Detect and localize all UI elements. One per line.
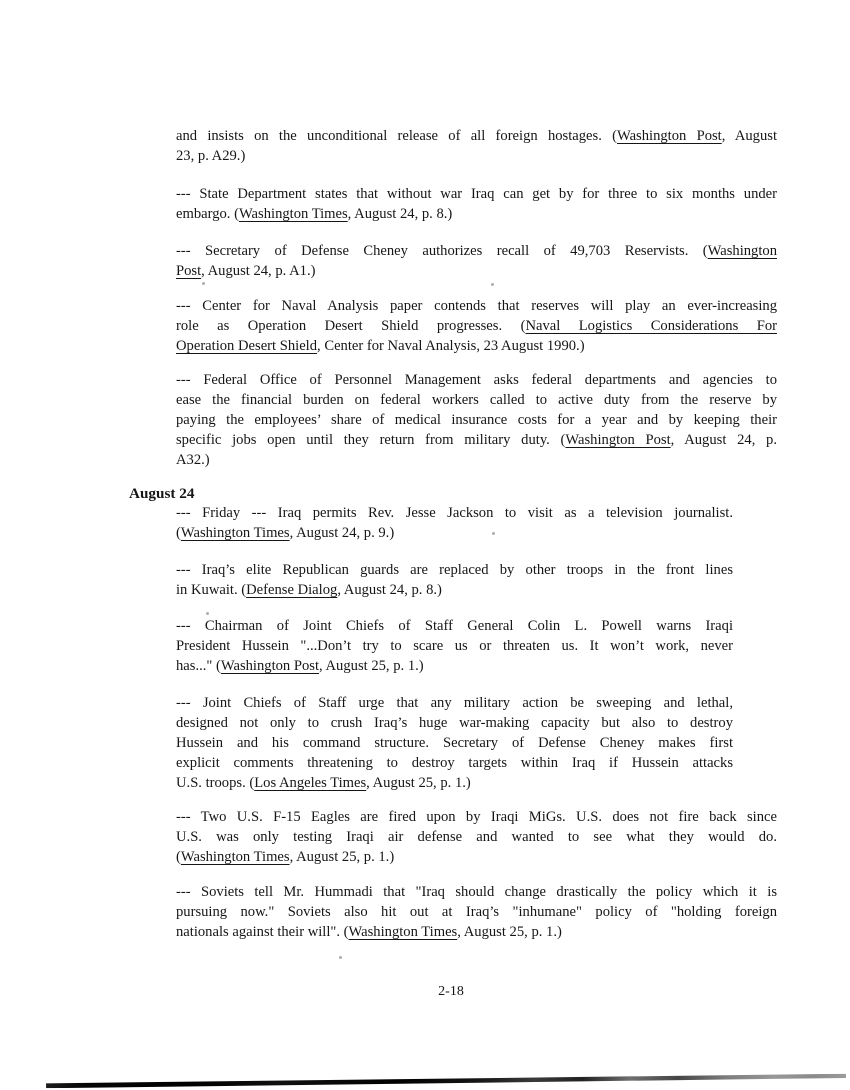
text-line bbox=[176, 316, 777, 336]
citation-underlined: Defense Dialog bbox=[246, 582, 338, 598]
text-line bbox=[176, 204, 777, 224]
text-line bbox=[176, 410, 777, 430]
text-segment: has..." ( bbox=[176, 658, 221, 674]
text-segment: Hussein and his command structure. Secretary of Defense Cheney makes first bbox=[176, 735, 733, 751]
citation-underlined: Washington Times bbox=[238, 206, 348, 222]
text-segment: --- Joint Chiefs of Staff urge that any military action be sweeping and lethal, bbox=[176, 695, 733, 711]
document-paragraph bbox=[176, 616, 733, 676]
text-line bbox=[176, 693, 733, 713]
text-segment: , August bbox=[721, 128, 777, 144]
text-line bbox=[176, 733, 733, 753]
text-segment: 23, p. A29.) bbox=[176, 148, 246, 164]
text-line bbox=[176, 336, 777, 356]
text-line bbox=[176, 430, 777, 450]
scan-speck bbox=[491, 283, 494, 286]
text-segment: --- Soviets tell Mr. Hummadi that "Iraq should change drastically the policy which it is bbox=[176, 884, 777, 900]
text-segment: U.S. was only testing Iraqi air defense and wanted to see what they would do. bbox=[176, 829, 777, 845]
text-line bbox=[176, 713, 733, 733]
citation-underlined: Washington Post bbox=[616, 128, 722, 144]
text-segment: role as Operation Desert Shield progresses. ( bbox=[176, 318, 526, 334]
text-line bbox=[176, 503, 733, 523]
text-line bbox=[176, 184, 777, 204]
scan-speck bbox=[202, 282, 205, 285]
text-line bbox=[176, 296, 777, 316]
text-segment: ( bbox=[176, 525, 181, 541]
text-segment: U.S. troops. ( bbox=[176, 775, 255, 791]
text-segment: --- Chairman of Joint Chiefs of Staff General Colin L. Powell warns Iraqi bbox=[176, 618, 733, 634]
citation-underlined: Washington Post bbox=[220, 658, 320, 674]
text-segment: --- Center for Naval Analysis paper contends that reserves will play an ever-increasing bbox=[176, 298, 777, 314]
text-line bbox=[176, 370, 777, 390]
text-segment: --- Secretary of Defense Cheney authorizes recall of 49,703 Reservists. ( bbox=[176, 243, 708, 259]
text-segment: pursuing now." Soviets also hit out at Iraq’s "inhumane" policy of "holding foreign bbox=[176, 904, 777, 920]
text-line bbox=[176, 261, 777, 281]
text-line bbox=[176, 523, 733, 543]
section-heading-august-24: August 24 bbox=[129, 485, 195, 502]
text-segment: and insists on the unconditional release of all foreign hostages. ( bbox=[176, 128, 617, 144]
text-segment: nationals against their will". ( bbox=[176, 924, 349, 940]
text-segment: in Kuwait. ( bbox=[176, 582, 247, 598]
document-paragraph bbox=[176, 560, 733, 600]
text-line bbox=[176, 753, 733, 773]
document-paragraph bbox=[176, 296, 777, 356]
text-line bbox=[176, 616, 733, 636]
text-line bbox=[176, 807, 777, 827]
page-number: 2-18 bbox=[438, 984, 464, 999]
text-segment: paying the employees’ share of medical insurance costs for a year and by keeping their bbox=[176, 412, 777, 428]
text-line bbox=[176, 882, 777, 902]
text-segment: , August 24, p. 8.) bbox=[337, 582, 442, 598]
citation-underlined: Washington bbox=[707, 243, 777, 259]
text-segment: , August 24, p. A1.) bbox=[201, 263, 316, 279]
document-paragraph bbox=[176, 126, 777, 166]
text-segment: , August 24, p. 8.) bbox=[347, 206, 453, 222]
scan-speck bbox=[492, 532, 495, 535]
text-line bbox=[176, 390, 777, 410]
text-segment: explicit comments threatening to destroy targets within Iraq if Hussein attacks bbox=[176, 755, 733, 771]
text-segment: President Hussein "...Don’t try to scare us or threaten us. It won’t work, never bbox=[176, 638, 733, 654]
text-segment: , August 25, p. 1.) bbox=[289, 849, 395, 865]
text-line bbox=[176, 636, 733, 656]
citation-underlined: Washington Times bbox=[180, 849, 290, 865]
text-line bbox=[176, 656, 733, 676]
text-segment: --- Friday --- Iraq permits Rev. Jesse Jackson to visit as a television journalist. bbox=[176, 505, 733, 521]
citation-underlined: Washington Post bbox=[565, 432, 671, 448]
text-line bbox=[176, 773, 733, 793]
citation-underlined: Los Angeles Times bbox=[254, 775, 367, 791]
scan-speck bbox=[206, 612, 209, 615]
text-segment: , August 25, p. 1.) bbox=[319, 658, 424, 674]
document-paragraph bbox=[176, 241, 777, 281]
text-line bbox=[176, 146, 777, 166]
document-paragraph bbox=[176, 184, 777, 224]
text-segment: , August 25, p. 1.) bbox=[366, 775, 471, 791]
scan-speck bbox=[339, 956, 342, 959]
text-line bbox=[176, 847, 777, 867]
text-line bbox=[176, 241, 777, 261]
text-line bbox=[176, 827, 777, 847]
document-paragraph bbox=[176, 370, 777, 470]
citation-underlined: Washington Times bbox=[180, 525, 290, 541]
text-segment: designed not only to crush Iraq’s huge war-making capacity but also to destroy bbox=[176, 715, 733, 731]
document-paragraph bbox=[176, 882, 777, 942]
text-segment: embargo. ( bbox=[176, 206, 239, 222]
citation-underlined: Washington Times bbox=[348, 924, 458, 940]
text-segment: --- Two U.S. F-15 Eagles are fired upon by Iraqi MiGs. U.S. does not fire back since bbox=[176, 809, 777, 825]
text-segment: , August 24, p. bbox=[670, 432, 778, 448]
text-segment: --- Iraq’s elite Republican guards are replaced by other troops in the front lines bbox=[176, 562, 733, 578]
text-line bbox=[176, 450, 777, 470]
text-line bbox=[176, 580, 733, 600]
scan-artifact-bar bbox=[46, 1073, 846, 1089]
text-segment: , Center for Naval Analysis, 23 August 1990.) bbox=[317, 338, 585, 354]
text-segment: , August 24, p. 9.) bbox=[289, 525, 395, 541]
text-segment: --- State Department states that without war Iraq can get by for three to six months under bbox=[176, 186, 777, 202]
citation-underlined: Post bbox=[176, 263, 202, 279]
text-segment: A32.) bbox=[176, 452, 210, 468]
text-line bbox=[176, 560, 733, 580]
citation-underlined: Naval Logistics Considerations For bbox=[525, 318, 777, 334]
document-paragraph bbox=[176, 693, 733, 793]
citation-underlined: Operation Desert Shield bbox=[176, 338, 318, 354]
document-paragraph bbox=[176, 807, 777, 867]
text-segment: specific jobs open until they return from military duty. ( bbox=[176, 432, 566, 448]
text-line bbox=[176, 126, 777, 146]
text-segment: , August 25, p. 1.) bbox=[457, 924, 562, 940]
text-segment: ease the financial burden on federal workers called to active duty from the reserve by bbox=[176, 392, 777, 408]
text-line bbox=[176, 922, 777, 942]
text-segment: --- Federal Office of Personnel Management asks federal departments and agencies to bbox=[176, 372, 777, 388]
text-line bbox=[176, 902, 777, 922]
document-paragraph bbox=[176, 503, 733, 543]
text-segment: ( bbox=[176, 849, 181, 865]
